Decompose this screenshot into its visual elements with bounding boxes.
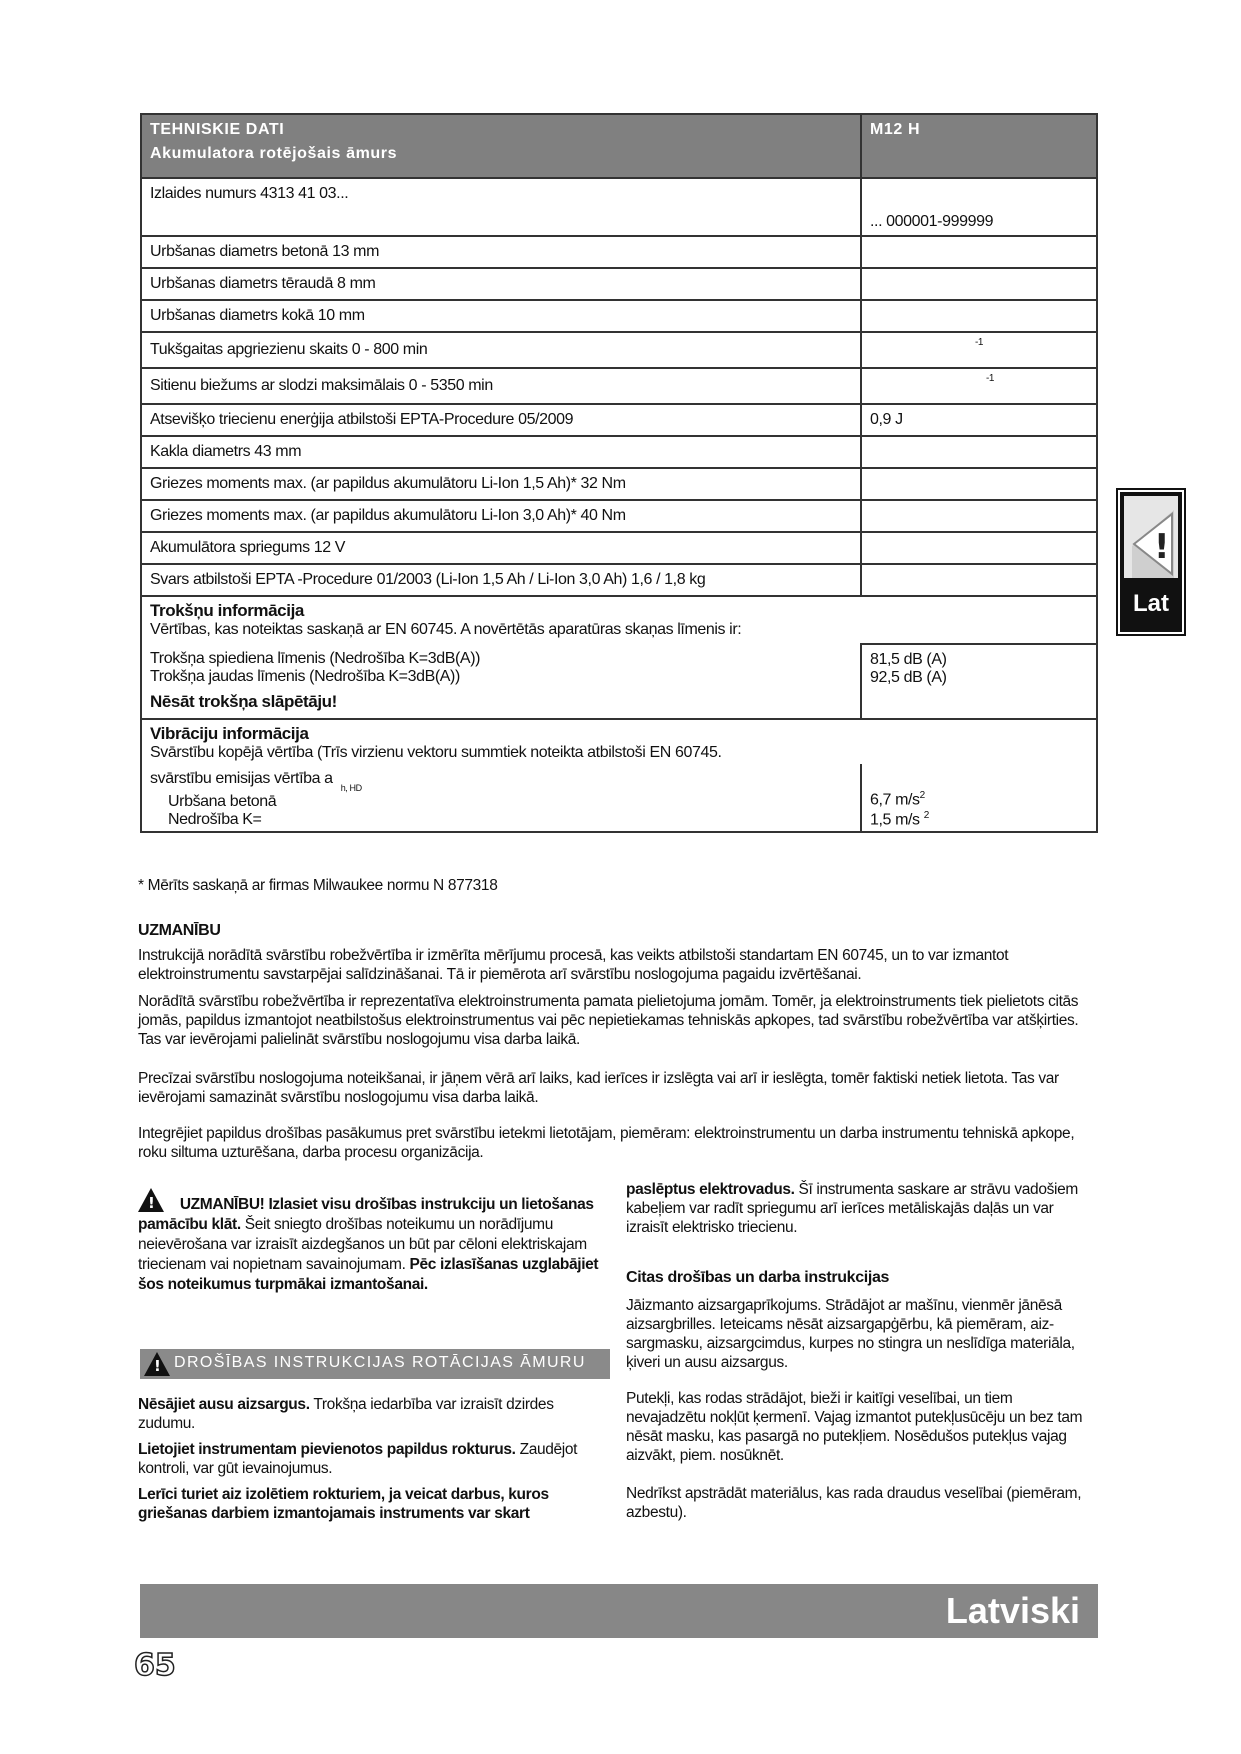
noise-block: [141, 596, 1097, 644]
instruction-paragraph: [626, 1180, 1096, 1237]
table-row: [141, 268, 1097, 300]
spec-label: Kakla diametrs 43 mm: [141, 436, 861, 468]
safety-warning-keep: Pēc izlasīšanas uzglabājiet šos noteikumus turpmākai izmantošanai.: [138, 1256, 599, 1293]
instruction-text: Trokšņa iedarbība var izraisīt dzirdes zudumu.: [138, 1396, 554, 1432]
spec-label: Urbšanas diametrs tēraudā 8 mm: [141, 268, 861, 300]
table-row: [141, 532, 1097, 564]
instruction-paragraph: Jāizmanto aizsargaprīkojums. Strādājot ar mašīnu, vienmēr jānēsā aizsargbrilles. Ieteicams nēsāt aizsargapģērbu, kā piemēram, aiz-sargmasku, aizsargcimdus, kurpes no stingra un neslīdīga materiāla, ķiveri un ausu aizsargus.: [626, 1297, 1075, 1371]
spec-value: [861, 564, 1097, 596]
table-row: [141, 436, 1097, 468]
spec-label: Svars atbilstoši EPTA -Procedure 01/2003 (Li-Ion 1,5 Ah / Li-Ion 3,0 Ah) 1,6 / 1,8 kg: [141, 564, 861, 596]
instruction-paragraph: [138, 1395, 608, 1433]
noise-power-label: Trokšņa jaudas līmenis (Nedrošība K=3dB(A)): [150, 668, 460, 685]
vibration-uncertainty-value: 1,5 m/s: [870, 811, 920, 828]
vibration-drilling-value: 6,7 m/s: [870, 791, 920, 809]
spec-value: [861, 268, 1097, 300]
spec-label: Akumulātora spriegums 12 V: [141, 532, 861, 564]
svg-text:!: !: [1154, 527, 1170, 567]
table-row: [141, 236, 1097, 268]
spec-header-right: M12 H: [861, 114, 1097, 178]
spec-value: -1: [985, 373, 995, 384]
table-row: [141, 468, 1097, 500]
footer-language-label: Latviski: [945, 1590, 1080, 1631]
vibration-uncertainty-label: Nedrošība K=: [168, 811, 262, 828]
spec-value: -1: [974, 337, 984, 348]
spec-value: [861, 500, 1097, 532]
spec-table: [140, 113, 1098, 833]
vibration-emission-label: svārstību emisijas vērtība a: [150, 770, 333, 787]
instruction-paragraph: Nedrīkst apstrādāt materiālus, kas rada draudus veselībai (piemēram, azbestu).: [626, 1485, 1082, 1521]
footer-language-bar: [140, 1584, 1098, 1638]
safety-warning-block: [138, 1188, 608, 1295]
vibration-values-row: [141, 764, 1097, 832]
warning-triangle-icon: [138, 1188, 164, 1212]
table-row: [141, 300, 1097, 332]
instruction-paragraph: Lerīci turiet aiz izolētiem rokturiem, ja veicat darbus, kuros griešanas darbiem izmantojamais instruments var skart: [138, 1486, 549, 1522]
spec-label: Tukšgaitas apgriezienu skaits 0 - 800 min: [141, 332, 861, 368]
spec-value: [861, 236, 1097, 268]
spec-header-sub: Akumulatora rotējošais āmurs: [150, 145, 398, 162]
vibration-block: [141, 719, 1097, 764]
noise-desc: Vērtības, kas noteiktas saskaņā ar EN 60745. A novērtētās aparatūras skaņas līmenis ir:: [150, 621, 742, 638]
spec-value: ... 000001-999999: [861, 178, 1097, 236]
noise-pressure-label: Trokšņa spiediena līmenis (Nedrošība K=3dB(A)): [150, 650, 481, 667]
table-row: [141, 332, 1097, 368]
instruction-text: Šī instrumenta saskare ar strāvu vadošiem kabeļiem var radīt spriegumu arī ierīces metāliskajās daļās un var izraisīt elektrisko triecienu.: [626, 1181, 1078, 1236]
spec-label: Urbšanas diametrs betonā 13 mm: [141, 236, 861, 268]
vibration-emission-sub: h, HD: [340, 783, 362, 793]
page-number: 65: [134, 1648, 176, 1683]
vibration-drilling-label: Urbšana betonā: [168, 793, 277, 810]
section-bar: [140, 1349, 610, 1379]
noise-values-row: [141, 644, 1097, 719]
caution-paragraph: Integrējiet papildus drošības pasākumus pret svārstību ietekmi lietotājam, piemēram: elektroinstrumentu un darba instrumentu tehniskā apkope, roku siltuma uzturēšana, darba procesu organizācija.: [138, 1125, 1075, 1161]
table-row: [141, 404, 1097, 436]
instruction-paragraph: [138, 1440, 608, 1478]
safety-warning-title: UZMANĪBU! Izlasiet visu drošības instrukciju un lietošanas pamācību klāt.: [138, 1196, 594, 1233]
caution-paragraph: Instrukcijā norādītā svārstību robežvērtība ir izmērīta mērījumu procesā, kas veikts atbilstoši standartam EN 60745, un to var izmantot elektroinstrumentu savstarpējai salīdzināšanai. Tā ir piemērota arī svārstību noslogojuma pagaidu izvērtēšanai.: [138, 947, 1009, 983]
language-side-tab: [1118, 490, 1184, 634]
spec-header-left: TEHNISKIE DATI Akumulatora rotējošais āmurs: [141, 114, 861, 178]
instruction-text: Zaudējot kontroli, var gūt ievainojumus.: [138, 1441, 578, 1477]
spec-value: [861, 300, 1097, 332]
vibration-desc: Svārstību kopējā vērtība (Trīs virzienu vektoru summtiek noteikta atbilstoši EN 60745.: [150, 744, 722, 761]
instruction-bold: Lietojiet instrumentam pievienotos papildus rokturus.: [138, 1441, 516, 1458]
noise-warning: Nēsāt trokšņa slāpētāju!: [150, 692, 337, 711]
spec-value: [861, 468, 1097, 500]
caution-paragraph: Norādītā svārstību robežvērtība ir reprezentatīva elektroinstrumenta pamata pielietojuma jomām. Tomēr, ja elektroinstruments tiek pielietots citās jomās, papildus izmantojot neatbilstošus elektroinstrumentus vai pēc nepietiekamas tehniskās apkopes, tad svārstību robežvērtība var atšķirties. Tas var ievērojami palielināt svārstību noslogojumu visa darba laikā.: [138, 993, 1079, 1048]
noise-power-value: 92,5 dB (A): [870, 669, 947, 686]
instruction-bold: Nēsājiet ausu aizsargus.: [138, 1396, 310, 1413]
spec-label: Atsevišķo triecienu enerģija atbilstoši EPTA-Procedure 05/2009: [141, 404, 861, 436]
spec-header-row: [141, 114, 1097, 178]
spec-label: Griezes moments max. (ar papildus akumulātoru Li-Ion 3,0 Ah)* 40 Nm: [141, 500, 861, 532]
safety-warning-text: Šeit sniegto drošības noteikumu un norādījumu neievērošana var izraisīt aizdegšanos un būt par cēloni elektriskajam triecienam vai nopietnam savainojumam.: [138, 1216, 587, 1273]
section-title: Citas drošības un darba instrukcijas: [626, 1269, 890, 1286]
vibration-unit-exp: 2: [923, 809, 929, 821]
section-title: DROŠĪBAS INSTRUKCIJAS ROTĀCIJAS ĀMURU: [174, 1354, 586, 1371]
instruction-bold: paslēptus elektrovadus.: [626, 1181, 795, 1198]
spec-value: 0,9 J: [861, 404, 1097, 436]
spec-label: Griezes moments max. (ar papildus akumulātoru Li-Ion 1,5 Ah)* 32 Nm: [141, 468, 861, 500]
table-row: [141, 368, 1097, 404]
table-row: [141, 178, 1097, 236]
spec-label: Izlaides numurs 4313 41 03...: [141, 178, 861, 236]
instruction-paragraph: Putekļi, kas rodas strādājot, bieži ir kaitīgi veselībai, un tiem nevajadzētu nokļūt ķermenī. Vajag izmantot putekļusūcēju un bez tam nēsāt masku, kas pasargā no putekļiem. Nosēdušos putekļus vajag aizvākt, piem. nosūknēt.: [626, 1390, 1083, 1464]
vibration-unit-exp: 2: [919, 790, 925, 802]
spec-value: [861, 532, 1097, 564]
side-tab-label: Lat: [1133, 590, 1169, 617]
table-row: [141, 500, 1097, 532]
spec-label: Sitienu biežums ar slodzi maksimālais 0 - 5350 min: [141, 368, 861, 404]
warning-triangle-icon: [144, 1352, 170, 1376]
spec-value: [861, 436, 1097, 468]
caution-title: UZMANĪBU: [138, 922, 221, 939]
vibration-title: Vibrāciju informācija: [150, 724, 309, 743]
noise-pressure-value: 81,5 dB (A): [870, 651, 947, 668]
warning-sign-icon: [1124, 496, 1178, 578]
caution-paragraph: Precīzai svārstību noslogojuma noteikšanai, ir jāņem vērā arī laiks, kad ierīces ir izslēgta vai arī ir ieslēgta, tomēr faktiski netiek lietota. Tas var ievērojami samazināt svārstību noslogojumu visa darba laikā.: [138, 1070, 1059, 1106]
table-row: [141, 564, 1097, 596]
spec-footnote: * Mērīts saskaņā ar firmas Milwaukee normu N 877318: [138, 877, 498, 894]
spec-label: Urbšanas diametrs kokā 10 mm: [141, 300, 861, 332]
noise-title: Trokšņu informācija: [150, 601, 304, 620]
